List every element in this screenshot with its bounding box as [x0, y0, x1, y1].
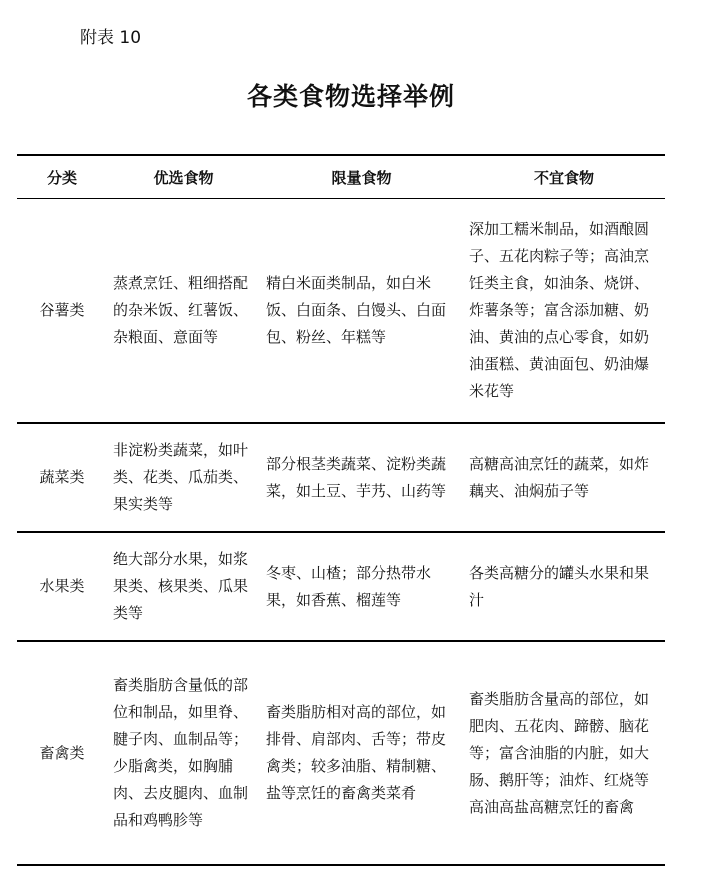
cell-preferred: 畜类脂肪含量低的部位和制品，如里脊、腱子肉、血制品等；少脂禽类，如胸脯肉、去皮腿肉、血制品和鸡鸭胗等: [107, 641, 260, 865]
cell-preferred: 非淀粉类蔬菜，如叶类、花类、瓜茄类、果实类等: [107, 423, 260, 532]
header-limited: 限量食物: [260, 155, 463, 199]
cell-category: 谷薯类: [17, 199, 107, 424]
table-row: [17, 641, 665, 865]
cell-avoid: 深加工糯米制品，如酒酿圆子、五花肉粽子等；高油烹饪类主食，如油条、烧饼、炸薯条等；富含添加糖、奶油、黄油的点心零食，如奶油蛋糕、黄油面包、奶油爆米花等: [463, 199, 665, 424]
food-selection-table: [17, 154, 665, 866]
cell-preferred: 蒸煮烹饪、粗细搭配的杂米饭、红薯饭、杂粮面、意面等: [107, 199, 260, 424]
table-row: [17, 532, 665, 641]
document-title: 各类食物选择举例: [246, 82, 455, 111]
cell-avoid: 高糖高油烹饪的蔬菜，如炸藕夹、油焖茄子等: [463, 423, 665, 532]
cell-limited: 部分根茎类蔬菜、淀粉类蔬菜，如土豆、芋艿、山药等: [260, 423, 463, 532]
cell-category: 水果类: [17, 532, 107, 641]
table-header-row: [17, 155, 665, 199]
table-row: [17, 423, 665, 532]
cell-limited: 精白米面类制品，如白米饭、白面条、白馒头、白面包、粉丝、年糕等: [260, 199, 463, 424]
cell-avoid: 各类高糖分的罐头水果和果汁: [463, 532, 665, 641]
header-category: 分类: [17, 155, 107, 199]
header-preferred: 优选食物: [107, 155, 260, 199]
cell-category: 畜禽类: [17, 641, 107, 865]
appendix-label: 附表 10: [80, 28, 142, 48]
header-avoid: 不宜食物: [463, 155, 665, 199]
cell-limited: 畜类脂肪相对高的部位，如排骨、肩部肉、舌等；带皮禽类；较多油脂、精制糖、盐等烹饪的畜禽类菜肴: [260, 641, 463, 865]
cell-category: 蔬菜类: [17, 423, 107, 532]
cell-avoid: 畜类脂肪含量高的部位，如肥肉、五花肉、蹄髈、脑花等；富含油脂的内脏，如大肠、鹅肝等；油炸、红烧等高油高盐高糖烹饪的畜禽: [463, 641, 665, 865]
cell-preferred: 绝大部分水果，如浆果类、核果类、瓜果类等: [107, 532, 260, 641]
table-row: [17, 199, 665, 424]
cell-limited: 冬枣、山楂；部分热带水果，如香蕉、榴莲等: [260, 532, 463, 641]
